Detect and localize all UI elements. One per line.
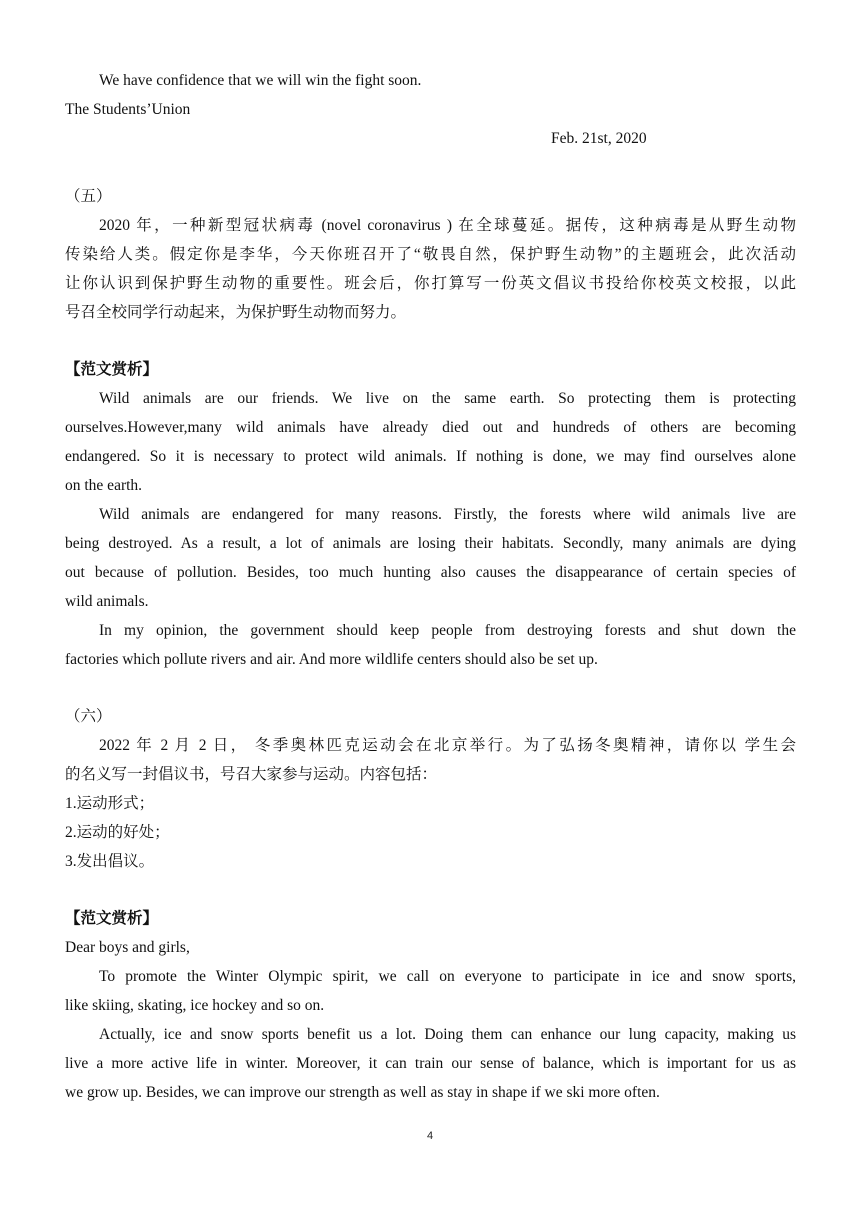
page-number: 4 — [426, 1130, 434, 1142]
letter-date: Feb. 21st, 2020 — [551, 130, 647, 147]
essay-line: Wild animals are our friends. We live on the same earth. So protecting them is protecting — [99, 390, 796, 407]
prompt-line: 号召全校同学行动起来，为保护野生动物而努力。 — [65, 304, 407, 321]
section-heading: （五） — [65, 188, 112, 205]
model-essay-title: 【范文赏析】 — [65, 910, 159, 927]
list-item: 2.运动的好处； — [65, 824, 170, 841]
essay-line: on the earth. — [65, 477, 143, 494]
prompt-line: 2022 年 2 月 2 日， 冬季奥林匹克运动会在北京举行。为了弘扬冬奥精神，请你以 学生会 — [99, 737, 796, 754]
essay-line: being destroyed. As a result, a lot of animals are losing their habitats. Secondly, many animals are dying — [65, 535, 796, 552]
salutation: Dear boys and girls, — [65, 939, 190, 956]
essay-line: factories which pollute rivers and air. And more wildlife centers should also be set up. — [65, 651, 598, 668]
essay-line: endangered. So it is necessary to protect wild animals. If nothing is done, we may find ourselves alone — [65, 448, 796, 465]
closing-line: We have confidence that we will win the fight soon. — [99, 72, 422, 89]
essay-line: In my opinion, the government should keep people from destroying forests and shut down the — [99, 622, 796, 639]
essay-line: out because of pollution. Besides, too much hunting also causes the disappearance of certain species of — [65, 564, 796, 581]
prompt-line: 传染给人类。假定你是李华，今天你班召开了“敬畏自然，保护野生动物”的主题班会，此次活动 — [65, 246, 796, 263]
list-item: 3.发出倡议。 — [65, 853, 155, 870]
essay-line: Actually, ice and snow sports benefit us a lot. Doing them can enhance our lung capacity, making us — [99, 1026, 796, 1043]
essay-line: like skiing, skating, ice hockey and so on. — [65, 997, 325, 1014]
section-heading: （六） — [65, 708, 112, 725]
essay-line: we grow up. Besides, we can improve our strength as well as stay in shape if we ski more often. — [65, 1084, 660, 1101]
prompt-line: 让你认识到保护野生动物的重要性。班会后，你打算写一份英文倡议书投给你校英文校报，以此 — [65, 275, 796, 292]
prompt-line: 的名义写一封倡议书，号召大家参与运动。内容包括： — [65, 766, 438, 783]
signature: The Students’Union — [65, 101, 191, 118]
essay-line: live a more active life in winter. Moreover, it can train our sense of balance, which is important for us as — [65, 1055, 796, 1072]
essay-line: To promote the Winter Olympic spirit, we call on everyone to participate in ice and snow sports, — [99, 968, 796, 985]
list-item: 1.运动形式； — [65, 795, 155, 812]
model-essay-title: 【范文赏析】 — [65, 361, 159, 378]
prompt-line: 2020 年，一种新型冠状病毒 (novel coronavirus ) 在全球蔓延。据传，这种病毒是从野生动物 — [99, 217, 796, 234]
essay-line: Wild animals are endangered for many reasons. Firstly, the forests where wild animals live are — [99, 506, 796, 523]
essay-line: wild animals. — [65, 593, 149, 610]
essay-line: ourselves.However,many wild animals have already died out and hundreds of others are becoming — [65, 419, 796, 436]
